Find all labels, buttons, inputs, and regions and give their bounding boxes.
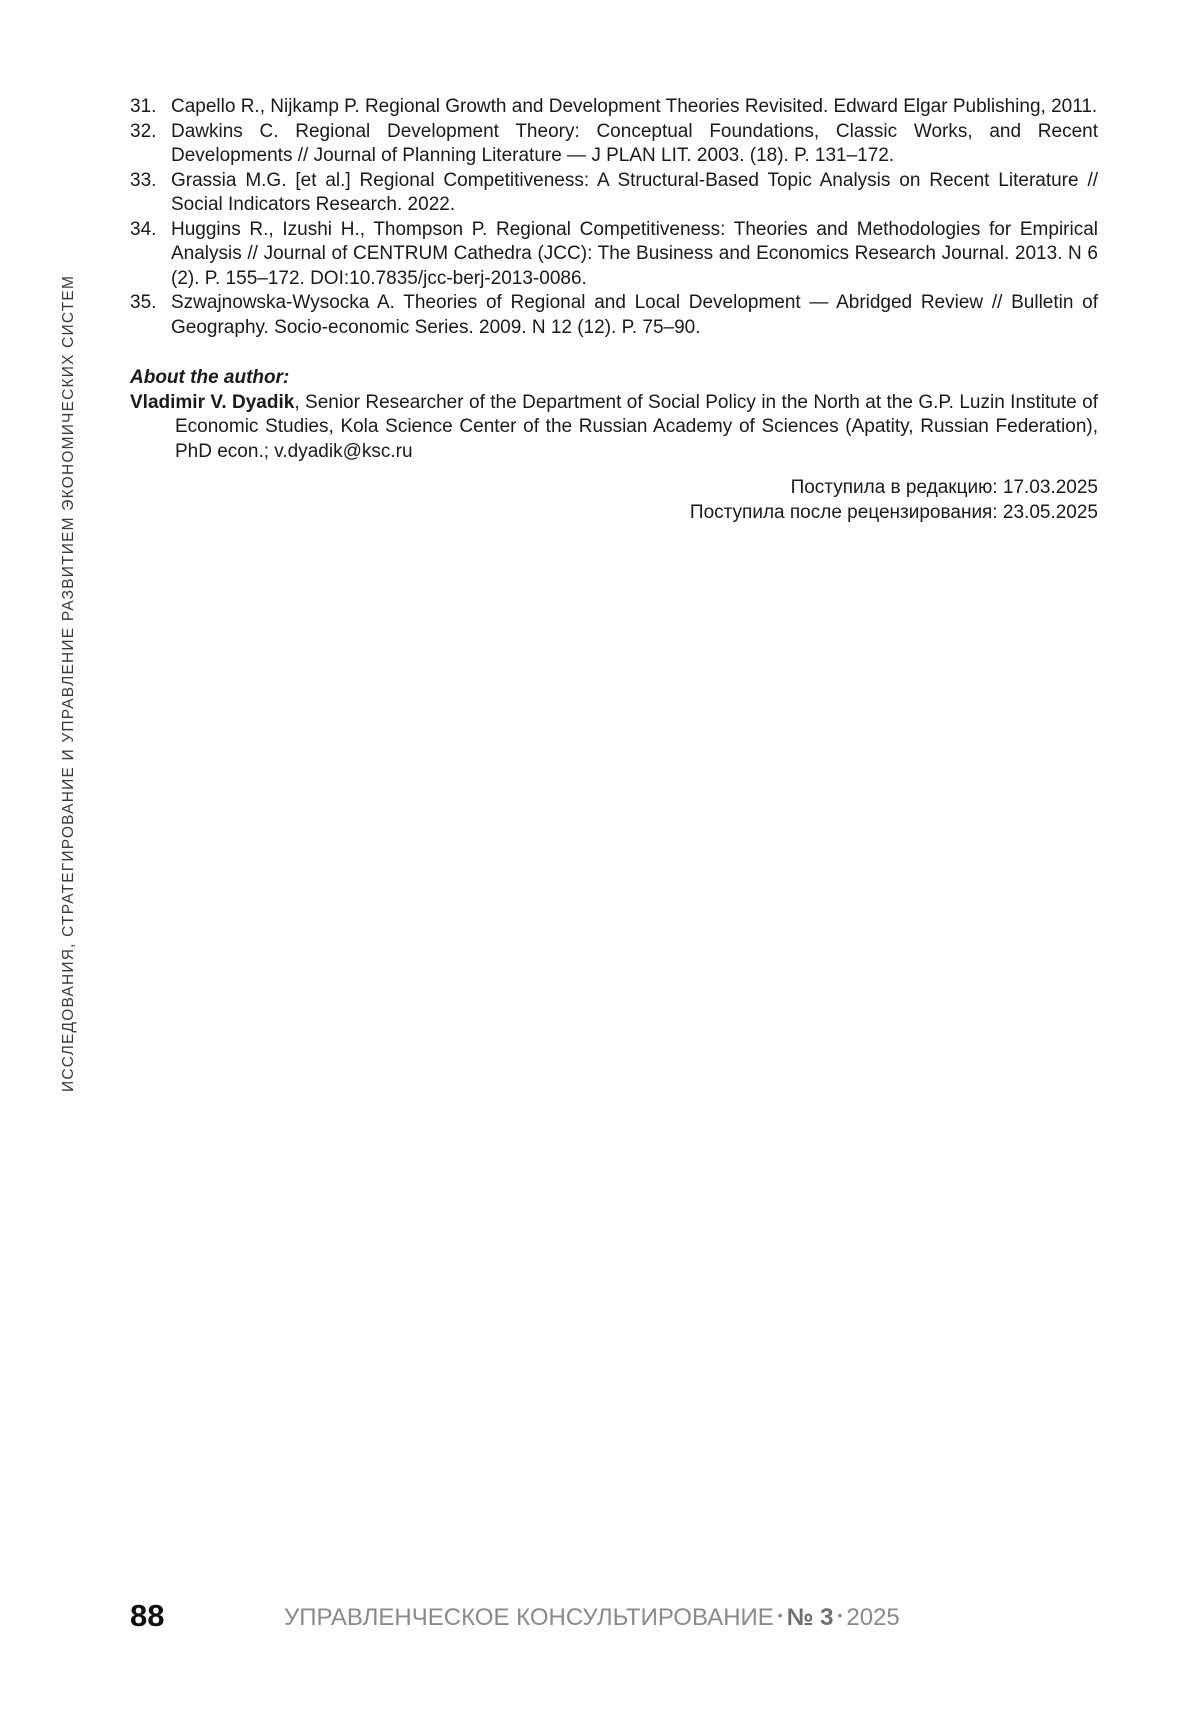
reference-text: Huggins R., Izushi H., Thompson P. Regional Competitiveness: Theories and Methodologies for Empirical Analysis // Journal of CENTRUM Cathedra (JCC): The Business and Economics Research Journal. 2013. N 6 (2). P. 155–172. DOI:10.7835/jcc-berj-2013-0086. <box>171 218 1098 289</box>
reference-number: 35. <box>130 292 157 313</box>
author-bio <box>130 391 1098 465</box>
reference-text: Capello R., Nijkamp P. Regional Growth and Development Theories Revisited. Edward Elgar Publishing, 2011. <box>171 96 1098 117</box>
page-content <box>130 95 1098 525</box>
reference-number: 31. <box>130 96 157 117</box>
journal-year: 2025 <box>846 1604 900 1631</box>
separator-dot: • <box>837 1607 843 1623</box>
reference-text: Dawkins C. Regional Development Theory: Conceptual Foundations, Classic Works, and Recent Developments // Journal of Planning Literature — J PLAN LIT. 2003. (18). P. 131–172. <box>171 120 1098 166</box>
reference-number: 33. <box>130 169 157 191</box>
reference-item <box>130 169 1098 218</box>
reference-item <box>130 291 1098 340</box>
reference-number: 34. <box>130 218 157 240</box>
issue-number: № 3 <box>786 1604 834 1631</box>
page-number: 88 <box>130 1598 165 1633</box>
page-footer <box>130 1598 1098 1638</box>
about-author-heading: About the author: <box>130 367 290 388</box>
author-name: Vladimir V. Dyadik <box>130 391 295 413</box>
reference-text: Grassia M.G. [et al.] Regional Competitiveness: A Structural-Based Topic Analysis on Recent Literature // Social Indicators Research. 2022. <box>171 169 1098 215</box>
author-description: , Senior Researcher of the Department of Social Policy in the North at the G.P. Luzin Institute of Economic Studies, Kola Science Center of the Russian Academy of Sciences (Apatity, Russian Federation), PhD econ.; v.dyadik@ksc.ru <box>175 391 1098 462</box>
reference-item <box>130 120 1098 169</box>
reference-item <box>130 218 1098 292</box>
side-running-title: ИССЛЕДОВАНИЯ, СТРАТЕГИРОВАНИЕ И УПРАВЛЕНИЕ РАЗВИТИЕМ ЭКОНОМИЧЕСКИХ СИСТЕМ <box>60 274 77 1092</box>
reference-number: 32. <box>130 120 157 142</box>
journal-name: УПРАВЛЕНЧЕСКОЕ КОНСУЛЬТИРОВАНИЕ <box>284 1604 774 1631</box>
reference-item <box>130 95 1098 120</box>
received-date: Поступила в редакцию: 17.03.2025 <box>790 477 1098 498</box>
reference-text: Szwajnowska-Wysocka A. Theories of Regional and Local Development — Abridged Review // Bulletin of Geography. Socio-economic Series. 2009. N 12 (12). P. 75–90. <box>171 292 1098 338</box>
revised-date: Поступила после рецензирования: 23.05.2025 <box>689 501 1098 523</box>
journal-info <box>284 1604 900 1632</box>
submission-dates <box>130 476 1098 525</box>
separator-dot: • <box>777 1607 783 1623</box>
references-list <box>130 95 1098 340</box>
